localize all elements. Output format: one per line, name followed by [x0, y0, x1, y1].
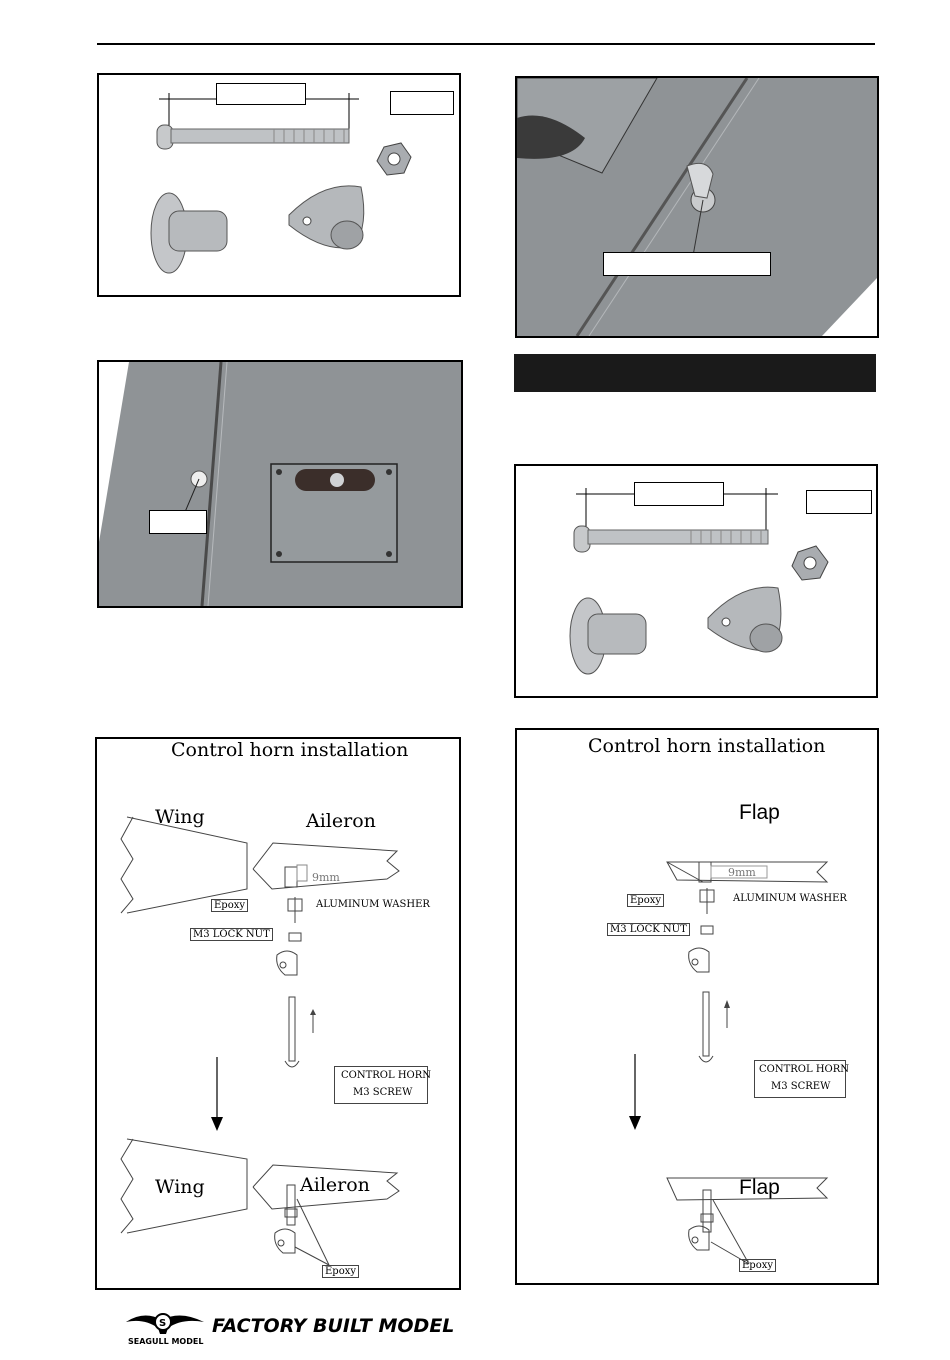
- diagram-left-screw-label-box: [334, 1066, 432, 1104]
- diagram-left-screw-line1: CONTROL HORN: [341, 1070, 432, 1081]
- seagull-logo-icon: [124, 1308, 208, 1338]
- aileron-photo-illustration: [99, 362, 461, 606]
- diagram-left-wing-label: Wing: [155, 806, 205, 828]
- header-rule: [97, 43, 875, 45]
- seagull-logo-text: SEAGULL MODEL: [128, 1337, 204, 1346]
- diagram-right-epoxy-after-label: Epoxy: [739, 1259, 776, 1272]
- section-title-bar: [514, 354, 876, 392]
- diagram-right-washer-label: ALUMINUM WASHER: [733, 893, 847, 904]
- svg-text:S: S: [159, 1318, 167, 1329]
- hinge-photo-illustration: [517, 78, 877, 336]
- diagram-right-flap-label: Flap: [739, 801, 780, 824]
- diagram-left-wing-after-label: Wing: [155, 1176, 205, 1198]
- diagram-right-screw-line1: CONTROL HORN: [759, 1064, 850, 1075]
- footer-brand: FACTORY BUILT MODEL: [212, 1315, 455, 1337]
- diagram-left-locknut-label: M3 LOCK NUT: [190, 928, 273, 941]
- diagram-right-screw-label-box: [754, 1060, 850, 1098]
- aileron-photo: [97, 360, 463, 608]
- parts-photo-1: [97, 73, 461, 297]
- diagram-left-epoxy-after-label: Epoxy: [322, 1265, 359, 1278]
- diagram-left-gap-label: 9mm: [312, 871, 340, 884]
- quantity-label-box-1: [390, 91, 454, 115]
- hinge-label-box: [603, 252, 771, 276]
- diagram-left-washer-label: ALUMINUM WASHER: [316, 899, 430, 910]
- length-label-box-1: [216, 83, 306, 105]
- flap-diagram-drawing: [517, 730, 877, 1283]
- control-horn-diagram-flap: [515, 728, 879, 1285]
- diagram-right-epoxy-label: Epoxy: [627, 894, 664, 907]
- diagram-left-title: Control horn installation: [171, 739, 409, 761]
- diagram-left-aileron-after-label: Aileron: [300, 1174, 370, 1196]
- diagram-right-locknut-label: M3 LOCK NUT: [607, 923, 690, 936]
- diagram-right-gap-label: 9mm: [728, 866, 756, 879]
- quantity-label-box-2: [806, 490, 872, 514]
- diagram-left-screw-line2: M3 SCREW: [353, 1087, 413, 1098]
- parts-photo-2: [514, 464, 878, 698]
- hinge-photo: [515, 76, 879, 338]
- diagram-right-title: Control horn installation: [588, 735, 826, 757]
- diagram-left-aileron-label: Aileron: [306, 810, 376, 832]
- diagram-right-flap-after-label: Flap: [739, 1176, 780, 1199]
- aileron-diagram-bottom: [97, 739, 459, 1288]
- diagram-right-screw-line2: M3 SCREW: [771, 1081, 831, 1092]
- diagram-left-epoxy-label: Epoxy: [211, 899, 248, 912]
- length-label-box-2: [634, 482, 724, 506]
- hole-label-box: [149, 510, 207, 534]
